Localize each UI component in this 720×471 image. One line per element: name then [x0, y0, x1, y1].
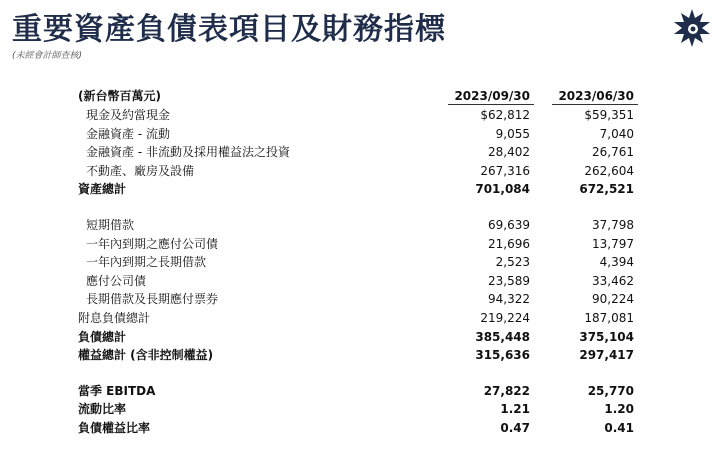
row-label: 資產總計 [78, 182, 127, 197]
value-2023-09-30: 385,448 [475, 329, 530, 344]
column-header-2023-06-30: 2023/06/30 [558, 89, 634, 103]
current-ratio-row [78, 400, 638, 419]
value-2023-06-30: 187,081 [584, 310, 634, 325]
total-assets-row [78, 180, 638, 199]
row-label: 應付公司債 [86, 273, 147, 288]
table-row [78, 125, 638, 144]
value-2023-06-30: 262,604 [584, 163, 634, 178]
value-2023-06-30: 33,462 [592, 273, 634, 288]
table-row [78, 143, 638, 162]
starburst-logo-icon [672, 8, 712, 48]
value-2023-06-30: 26,761 [592, 145, 634, 160]
row-label: 現金及約當現金 [86, 108, 171, 122]
header-underline [552, 104, 638, 105]
value-2023-09-30: 69,639 [488, 217, 530, 232]
ebitda-row [78, 382, 638, 401]
row-label: 附息負債總計 [78, 310, 151, 325]
header-underline [448, 104, 534, 105]
page-title: 重要資產負債表項目及財務指標 [12, 12, 446, 47]
value-2023-09-30: 701,084 [475, 182, 530, 197]
table-row [78, 162, 638, 181]
debt-equity-ratio-row [78, 419, 638, 438]
value-2023-06-30: 297,417 [579, 348, 634, 363]
table-row [78, 290, 638, 309]
value-2023-09-30: 219,224 [480, 310, 530, 325]
value-2023-09-30: 9,055 [495, 126, 530, 141]
column-header-2023-09-30: 2023/09/30 [454, 89, 530, 103]
row-label: 權益總計 (含非控制權益) [78, 348, 214, 363]
balance-sheet-table [78, 86, 638, 438]
row-label: 一年內到期之應付公司債 [86, 236, 219, 251]
row-label: 長期借款及長期應付票券 [86, 292, 219, 307]
unit-label: (新台幣百萬元) [78, 89, 161, 103]
row-label: 不動產、廠房及設備 [86, 163, 195, 178]
table-row [78, 235, 638, 254]
table-header [78, 86, 638, 106]
value-2023-09-30: $62,812 [480, 108, 530, 122]
value-2023-06-30: 672,521 [579, 182, 634, 197]
table-row [78, 253, 638, 272]
unaudited-note: (未經會計師查核) [12, 51, 83, 61]
table-row [78, 309, 638, 328]
value-2023-09-30: 2,523 [495, 255, 530, 270]
value-2023-09-30: 27,822 [483, 383, 530, 398]
section-spacer [78, 199, 638, 216]
value-2023-09-30: 315,636 [475, 348, 530, 363]
row-label: 當季 EBITDA [78, 383, 156, 398]
row-label: 一年內到期之長期借款 [86, 255, 207, 270]
value-2023-09-30: 1.21 [500, 402, 530, 417]
value-2023-06-30: 25,770 [587, 383, 634, 398]
section-spacer [78, 365, 638, 382]
value-2023-06-30: $59,351 [584, 108, 634, 122]
value-2023-06-30: 13,797 [592, 236, 634, 251]
total-equity-row [78, 346, 638, 365]
value-2023-09-30: 0.47 [500, 420, 530, 435]
value-2023-09-30: 23,589 [488, 273, 530, 288]
value-2023-09-30: 267,316 [480, 163, 530, 178]
value-2023-06-30: 1.20 [604, 402, 634, 417]
table-row [78, 216, 638, 235]
value-2023-06-30: 7,040 [599, 126, 634, 141]
row-label: 金融資產 - 流動 [86, 126, 170, 141]
value-2023-09-30: 21,696 [488, 236, 530, 251]
row-label: 負債權益比率 [78, 420, 151, 435]
value-2023-09-30: 28,402 [488, 145, 530, 160]
value-2023-06-30: 0.41 [604, 420, 634, 435]
row-label: 負債總計 [78, 329, 127, 344]
row-label: 短期借款 [86, 217, 135, 232]
total-liabilities-row [78, 328, 638, 347]
row-label: 金融資產 - 非流動及採用權益法之投資 [86, 145, 290, 160]
value-2023-06-30: 4,394 [599, 255, 634, 270]
value-2023-06-30: 90,224 [592, 292, 634, 307]
table-row [78, 272, 638, 291]
table-row [78, 106, 638, 125]
value-2023-09-30: 94,322 [488, 292, 530, 307]
value-2023-06-30: 375,104 [579, 329, 634, 344]
row-label: 流動比率 [78, 402, 127, 417]
value-2023-06-30: 37,798 [592, 217, 634, 232]
